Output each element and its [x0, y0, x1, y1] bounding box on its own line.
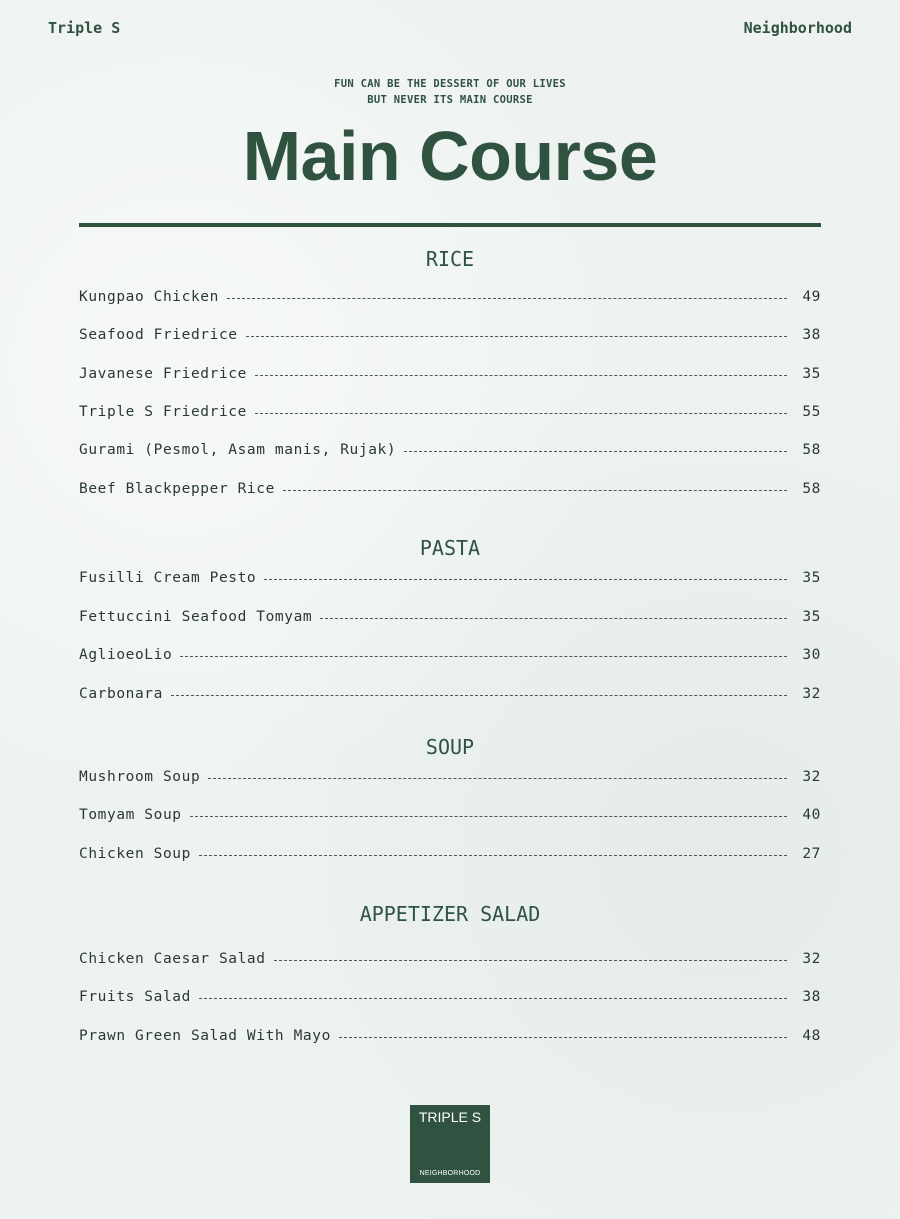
menu-item-name: Chicken Caesar Salad [79, 951, 266, 967]
menu-item-price: 38 [802, 327, 821, 343]
title-divider [79, 223, 821, 227]
menu-item [79, 686, 821, 708]
menu-item-name: Tomyam Soup [79, 807, 182, 823]
menu-item-name: Prawn Green Salad With Mayo [79, 1028, 331, 1044]
menu-item-price: 49 [802, 289, 821, 305]
menu-item-name: Triple S Friedrice [79, 404, 247, 420]
menu-item-name: Carbonara [79, 686, 163, 702]
dot-leader [264, 579, 787, 580]
dot-leader [208, 778, 787, 779]
menu-item-name: Seafood Friedrice [79, 327, 238, 343]
menu-item [79, 989, 821, 1011]
brand-subtitle: Neighborhood [743, 19, 852, 37]
menu-item [79, 404, 821, 426]
menu-item-price: 32 [802, 686, 821, 702]
menu-item-name: AglioeoLio [79, 647, 173, 663]
menu-item [79, 807, 821, 829]
menu-item-name: Beef Blackpepper Rice [79, 481, 275, 497]
menu-item-name: Kungpao Chicken [79, 289, 219, 305]
menu-item-price: 30 [802, 647, 821, 663]
menu-item [79, 647, 821, 669]
menu-item [79, 846, 821, 868]
tagline [0, 76, 900, 108]
menu-item-price: 35 [802, 366, 821, 382]
menu-item-price: 48 [802, 1028, 821, 1044]
dot-leader [339, 1037, 787, 1038]
menu-item-name: Chicken Soup [79, 846, 191, 862]
section-title-pasta: PASTA [419, 536, 481, 560]
logo-text-main: TRIPLE S [418, 1109, 482, 1125]
page-title: Main Course [242, 117, 658, 195]
menu-item-price: 32 [802, 951, 821, 967]
menu-item [79, 769, 821, 791]
brand-logo [410, 1105, 490, 1183]
menu-item [79, 570, 821, 592]
dot-leader [274, 960, 787, 961]
menu-item [79, 289, 821, 311]
menu-item-price: 40 [802, 807, 821, 823]
dot-leader [227, 298, 787, 299]
menu-item-price: 58 [802, 481, 821, 497]
section-title-rice: RICE [425, 247, 475, 271]
menu-item [79, 442, 821, 464]
dot-leader [255, 413, 787, 414]
dot-leader [283, 490, 787, 491]
dot-leader [255, 375, 787, 376]
dot-leader [404, 451, 787, 452]
menu-item-price: 32 [802, 769, 821, 785]
menu-item-price: 35 [802, 609, 821, 625]
menu-item-name: Mushroom Soup [79, 769, 201, 785]
dot-leader [199, 998, 787, 999]
menu-item-price: 55 [802, 404, 821, 420]
menu-item [79, 609, 821, 631]
dot-leader [246, 336, 787, 337]
dot-leader [320, 618, 787, 619]
menu-item-name: Fusilli Cream Pesto [79, 570, 257, 586]
menu-item-price: 58 [802, 442, 821, 458]
section-title-soup: SOUP [425, 735, 475, 759]
menu-item-name: Fruits Salad [79, 989, 191, 1005]
menu-item [79, 327, 821, 349]
menu-item [79, 481, 821, 503]
menu-item-price: 38 [802, 989, 821, 1005]
section-title-appetizer-salad: APPETIZER SALAD [359, 902, 541, 926]
dot-leader [190, 816, 787, 817]
dot-leader [180, 656, 787, 657]
menu-item-price: 35 [802, 570, 821, 586]
menu-item [79, 1028, 821, 1050]
menu-item-price: 27 [802, 846, 821, 862]
brand-name: Triple S [48, 19, 121, 37]
dot-leader [171, 695, 787, 696]
menu-item [79, 951, 821, 973]
dot-leader [199, 855, 787, 856]
logo-text-sub: NEIGHBORHOOD [419, 1170, 481, 1177]
menu-item-name: Fettuccini Seafood Tomyam [79, 609, 313, 625]
tagline-line-2: BUT NEVER ITS MAIN COURSE [367, 94, 533, 106]
menu-item-name: Gurami (Pesmol, Asam manis, Rujak) [79, 442, 397, 458]
menu-item [79, 366, 821, 388]
menu-item-name: Javanese Friedrice [79, 366, 247, 382]
tagline-line-1: FUN CAN BE THE DESSERT OF OUR LIVES [334, 78, 566, 90]
